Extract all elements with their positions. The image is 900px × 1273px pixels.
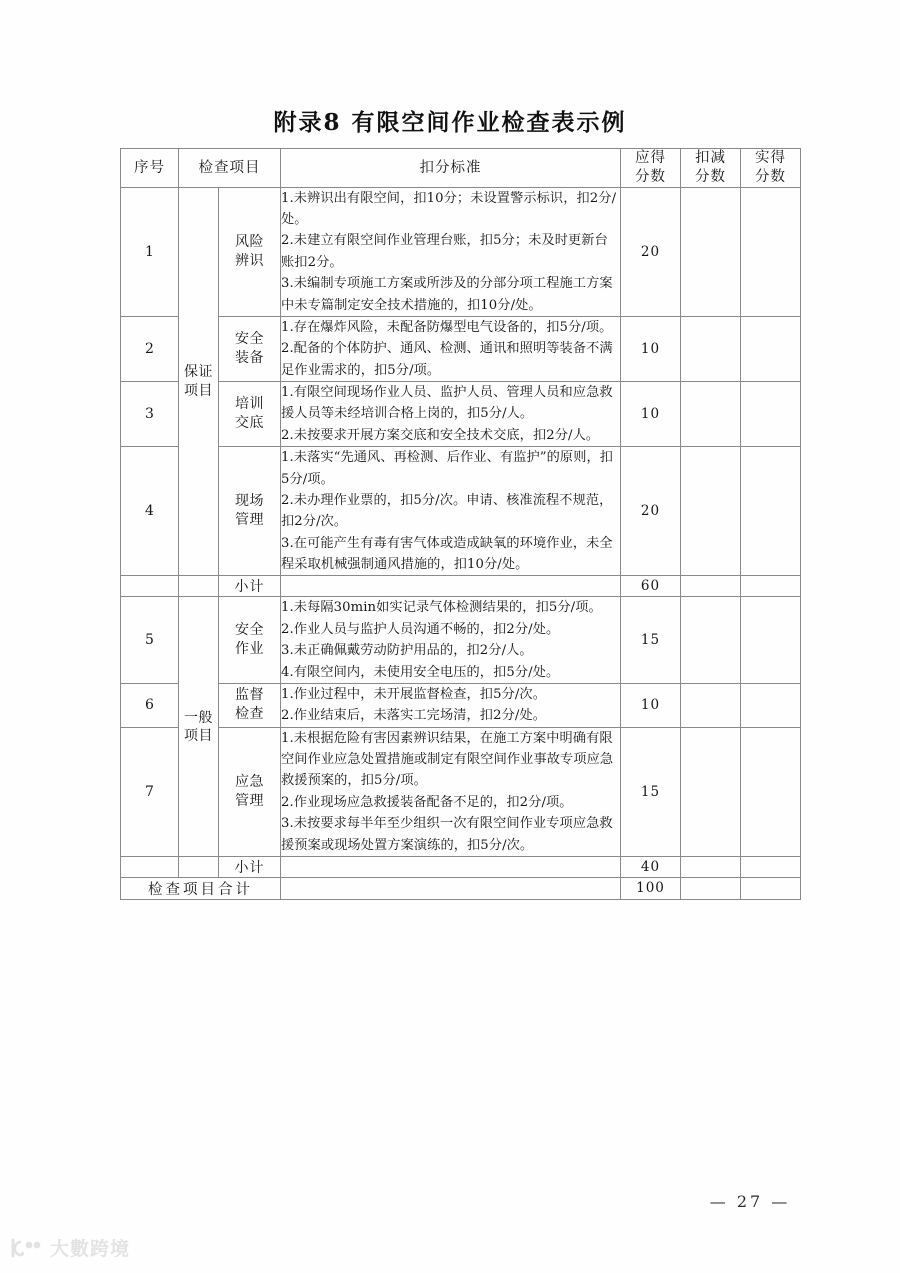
criteria-line: 2.配备的个体防护、通风、检测、通讯和照明等装备不满足作业需求的，扣5分/项。 xyxy=(281,341,613,378)
row-item-line2: 检查 xyxy=(235,706,264,723)
grand-total-label: 检查项目合计 xyxy=(121,877,281,899)
criteria-line: 3.在可能产生有毒有害气体或造成缺氧的环境作业，未全程采取机械强制通风措施的，扣10分/处。 xyxy=(281,535,613,573)
subtotal-row-guarantee xyxy=(121,576,801,597)
row-seq: 7 xyxy=(121,727,179,856)
grand-total-criteria-blank xyxy=(281,877,621,899)
row-criteria xyxy=(281,597,621,684)
row-actual-score[interactable] xyxy=(741,382,801,447)
row-actual-score[interactable] xyxy=(741,683,801,727)
subtotal-label: 小计 xyxy=(219,856,281,877)
header-category: 检查项目 xyxy=(179,149,281,188)
page-footer xyxy=(0,1192,900,1211)
criteria-line: 1.作业过程中，未开展监督检查，扣5分/次。 xyxy=(281,686,546,702)
row-item-line1: 安全 xyxy=(235,622,264,639)
row-should-score: 15 xyxy=(621,727,681,856)
subtotal-should-score: 40 xyxy=(621,856,681,877)
inspection-checklist-table xyxy=(120,148,801,900)
row-deduct-score[interactable] xyxy=(681,683,741,727)
row-criteria xyxy=(281,727,621,856)
row-item-line2: 装备 xyxy=(235,350,264,366)
subtotal-label: 小计 xyxy=(219,576,281,597)
subtotal-row-general xyxy=(121,856,801,877)
row-item-line2: 作业 xyxy=(235,641,264,658)
header-deduct-score xyxy=(681,149,741,188)
row-seq: 4 xyxy=(121,447,179,576)
checklist-table-container xyxy=(120,148,800,900)
row-seq: 6 xyxy=(121,683,179,727)
row-should-score: 20 xyxy=(621,447,681,576)
criteria-line: 1.未根据危险有害因素辨识结果，在施工方案中明确有限空间作业应急处置措施或制定有限空间作业事故专项应急救援预案的，扣5分/项。 xyxy=(281,730,614,789)
row-criteria xyxy=(281,683,621,727)
row-item xyxy=(219,382,281,447)
subtotal-deduct-score[interactable] xyxy=(681,576,741,597)
row-criteria xyxy=(281,447,621,576)
header-should-score xyxy=(621,149,681,188)
criteria-line: 3.未按要求每半年至少组织一次有限空间作业专项应急救援预案或现场处置方案演练的，扣5分/次。 xyxy=(281,816,613,853)
category-guarantee-label: 保证项目 xyxy=(184,364,213,399)
row-seq: 5 xyxy=(121,597,179,684)
grand-total-actual-score[interactable] xyxy=(741,877,801,899)
header-seq: 序号 xyxy=(121,149,179,188)
criteria-line: 2.未按要求开展方案交底和安全技术交底，扣2分/人。 xyxy=(281,427,600,443)
row-seq: 3 xyxy=(121,382,179,447)
row-seq: 2 xyxy=(121,316,179,381)
subtotal-seq-blank xyxy=(121,856,179,877)
row-criteria xyxy=(281,187,621,316)
header-criteria: 扣分标准 xyxy=(281,149,621,188)
subtotal-criteria-blank xyxy=(281,576,621,597)
criteria-line: 1.未每隔30min如实记录气体检测结果的，扣5分/项。 xyxy=(281,600,602,616)
criteria-line: 4.有限空间内，未使用安全电压的，扣5分/处。 xyxy=(281,664,560,680)
row-criteria xyxy=(281,316,621,381)
criteria-line: 2.作业现场应急救援装备配备不足的，扣2分/项。 xyxy=(281,794,573,810)
row-should-score: 10 xyxy=(621,316,681,381)
row-actual-score[interactable] xyxy=(741,316,801,381)
row-item-line1: 安全 xyxy=(235,331,264,348)
subtotal-actual-score[interactable] xyxy=(741,856,801,877)
table-row xyxy=(121,597,801,684)
criteria-line: 1.未落实“先通风、再检测、后作业、有监护”的原则，扣5分/项。 xyxy=(281,450,614,487)
kuajing-logo-icon xyxy=(10,1237,44,1259)
subtotal-seq-blank xyxy=(121,576,179,597)
subtotal-deduct-score[interactable] xyxy=(681,856,741,877)
row-actual-score[interactable] xyxy=(741,447,801,576)
row-item xyxy=(219,597,281,684)
grand-total-should-score: 100 xyxy=(621,877,681,899)
criteria-line: 2.作业结束后，未落实工完场清，扣2分/处。 xyxy=(281,708,546,724)
table-row xyxy=(121,727,801,856)
criteria-line: 2.未建立有限空间作业管理台账，扣5分；未及时更新台账扣2分。 xyxy=(281,233,608,270)
subtotal-should-score: 60 xyxy=(621,576,681,597)
row-item-line2: 交底 xyxy=(235,415,264,432)
table-row xyxy=(121,683,801,727)
table-row xyxy=(121,447,801,576)
header-should-score-line2: 分数 xyxy=(635,168,666,185)
row-seq: 1 xyxy=(121,187,179,316)
row-item-line1: 培训 xyxy=(235,396,264,413)
table-header-row xyxy=(121,149,801,188)
grand-total-deduct-score[interactable] xyxy=(681,877,741,899)
row-deduct-score[interactable] xyxy=(681,727,741,856)
subtotal-actual-score[interactable] xyxy=(741,576,801,597)
row-item-line1: 监督 xyxy=(235,687,264,704)
watermark-text: 大數跨境 xyxy=(50,1238,131,1260)
row-actual-score[interactable] xyxy=(741,597,801,684)
row-item xyxy=(219,316,281,381)
row-item xyxy=(219,727,281,856)
row-actual-score[interactable] xyxy=(741,187,801,316)
row-criteria xyxy=(281,382,621,447)
row-deduct-score[interactable] xyxy=(681,447,741,576)
row-should-score: 10 xyxy=(621,683,681,727)
category-general xyxy=(179,597,219,857)
header-deduct-score-line2: 分数 xyxy=(695,168,726,185)
row-actual-score[interactable] xyxy=(741,727,801,856)
header-should-score-line1: 应得 xyxy=(635,150,666,166)
subtotal-criteria-blank xyxy=(281,856,621,877)
row-item-line1: 应急 xyxy=(235,773,264,790)
criteria-line: 3.未正确佩戴劳动防护用品的，扣2分/人。 xyxy=(281,643,533,659)
header-actual-score xyxy=(741,149,801,188)
row-should-score: 10 xyxy=(621,382,681,447)
criteria-line: 3.未编制专项施工方案或所涉及的分部分项工程施工方案中未专篇制定安全技术措施的，扣10分/处。 xyxy=(281,276,613,313)
row-item xyxy=(219,447,281,576)
category-guarantee xyxy=(179,187,219,576)
row-deduct-score[interactable] xyxy=(681,382,741,447)
row-item-line2: 辨识 xyxy=(235,252,264,269)
row-deduct-score[interactable] xyxy=(681,597,741,684)
row-item-line1: 风险 xyxy=(235,233,264,250)
criteria-line: 2.未办理作业票的，扣5分/次。申请、核准流程不规范，扣2分/次。 xyxy=(281,492,613,530)
table-row xyxy=(121,316,801,381)
row-should-score: 15 xyxy=(621,597,681,684)
subtotal-category-blank xyxy=(179,856,219,877)
page-number: — 27 — xyxy=(709,1192,791,1211)
grand-total-row xyxy=(121,877,801,899)
table-row xyxy=(121,382,801,447)
criteria-line: 1.有限空间现场作业人员、监护人员、管理人员和应急救援人员等未经培训合格上岗的，扣5分/人。 xyxy=(281,385,613,422)
subtotal-category-blank xyxy=(179,576,219,597)
header-actual-score-line2: 分数 xyxy=(755,168,786,185)
row-deduct-score[interactable] xyxy=(681,316,741,381)
row-item-line2: 管理 xyxy=(235,512,264,529)
row-deduct-score[interactable] xyxy=(681,187,741,316)
watermark-logo xyxy=(10,1234,130,1261)
table-row xyxy=(121,187,801,316)
page-title: 附录8 有限空间作业检查表示例 xyxy=(273,109,627,136)
header-actual-score-line1: 实得 xyxy=(755,150,786,166)
criteria-line: 2.作业人员与监护人员沟通不畅的，扣2分/处。 xyxy=(281,621,560,637)
row-item-line1: 现场 xyxy=(235,493,264,510)
row-should-score: 20 xyxy=(621,187,681,316)
criteria-line: 1.未辨识出有限空间，扣10分；未设置警示标识，扣2分/处。 xyxy=(281,190,617,228)
category-general-label: 一般项目 xyxy=(184,709,213,744)
row-item-line2: 管理 xyxy=(235,792,264,809)
criteria-line: 1.存在爆炸风险，未配备防爆型电气设备的，扣5分/项。 xyxy=(281,319,613,335)
row-item xyxy=(219,683,281,727)
row-item xyxy=(219,187,281,316)
header-deduct-score-line1: 扣减 xyxy=(695,150,726,166)
